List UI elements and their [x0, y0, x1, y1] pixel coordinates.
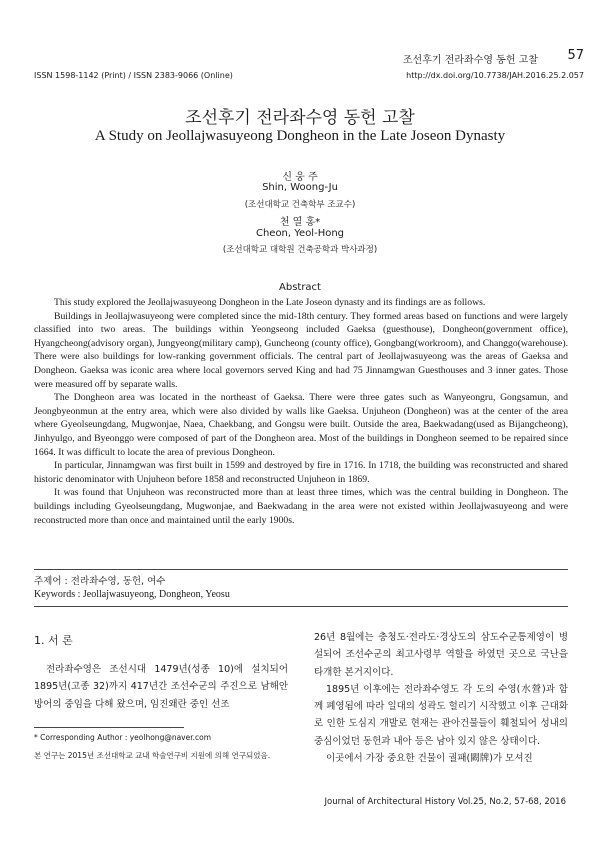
author-2-affiliation: (조선대학교 대학원 건축공학과 박사과정) — [222, 245, 378, 255]
journal-footer: Journal of Architectural History Vol.25, No.2, 57-68, 2016 — [324, 797, 566, 807]
title-english: A Study on Jeollajwasuyeong Dongheon in the Late Joseon Dynasty — [94, 128, 506, 144]
running-title: 조선후기 전라좌수영 동헌 고찰 — [402, 55, 538, 66]
body-paragraph: 전라좌수영은 조선시대 1479년(성종 10)에 설치되어 1895년(고종 32)까지 417년간 조선수군의 주진으로 남해안 방어의 중임을 다해 왔으며, 임진왜란 중인 선조 — [34, 664, 288, 710]
section-heading: 1. 서 론 — [34, 634, 73, 647]
page-number: 57 — [567, 48, 584, 63]
keywords-top-rule — [34, 569, 568, 570]
abstract-body — [34, 296, 568, 527]
abstract-paragraph: In particular, Jinnamgwan was first built in 1599 and destroyed by fire in 1716. In 1718, the building was reconstructed and shared historic denominator with Unjuheon before 1858 and reconstructed Unjuheon in 1869. — [34, 460, 568, 485]
keywords-bottom-rule — [34, 606, 568, 607]
author-1-english: Shin, Woong-Ju — [262, 182, 338, 193]
body-paragraph: 1895년 이후에는 전라좌수영도 각 도의 수영(水營)과 함께 폐영됨에 따라 일대의 성곽도 헐리기 시작했고 이후 근대화로 인한 도심지 개발로 현재는 관아건물들이 훼철되어 성내의 중심이었던 동헌과 내아 등은 남아 있지 않은 상태이다. — [314, 683, 568, 747]
abstract-paragraph: Buildings in Jeollajwasuyeong were completed since the mid-18th century. They formed areas based on functions and were largely classified into two areas. The buildings within Yeongseong included Gaeksa (guesthouse), Dongheon(government office), Hyangcheong(advisory organ), Jungyeong(military camp), Guncheong (county office), Gongbang(workroom), and Changgo(warehouse). There were also buildings for low-ranking government officials. The central part of Jeollajwasuyeong was the areas of Gaeksa and Dongheon. Gaeksa was iconic area where local governors served King and had 75 Jinnamgwan Guesthouses and 3 inner gates. Those were measured off by separate walls. — [34, 310, 568, 390]
footnote-corresponding: * Corresponding Author : yeolhong@naver.com — [34, 733, 212, 742]
body-paragraph: 26년 8월에는 충청도·전라도·경상도의 삼도수군통제영이 병설되어 조선수군의 최고사령부 역할을 하였던 곳으로 국난을 타개한 본거지이다. — [314, 632, 568, 678]
title-korean: 조선후기 전라좌수영 동헌 고찰 — [185, 108, 415, 128]
footnote-funding: 본 연구는 2015년 조선대학교 교내 학술연구비 지원에 의해 연구되었음. — [34, 751, 271, 760]
left-column — [34, 661, 288, 713]
issn: ISSN 1598-1142 (Print) / ISSN 2383-9066 (Online) — [34, 71, 233, 80]
body-paragraph: 이곳에서 가장 중요한 건물이 궐패(闕牌)가 모셔진 — [326, 753, 533, 765]
doi-link[interactable]: http://dx.doi.org/10.7738/JAH.2016.25.2.057 — [406, 71, 584, 80]
author-1-korean: 신 웅 주 — [282, 172, 318, 183]
right-column — [314, 629, 568, 767]
abstract-paragraph: This study explored the Jeollajwasuyeong Dongheon in the Late Joseon dynasty and its findings are as follows. — [54, 297, 486, 308]
keywords-korean: 주제어 : 전라좌수영, 동헌, 여수 — [34, 576, 166, 587]
footnote-rule — [34, 727, 184, 728]
abstract-heading: Abstract — [279, 282, 321, 293]
keywords-english: Keywords : Jeollajwasuyeong, Dongheon, Yeosu — [34, 589, 230, 600]
abstract-paragraph: The Dongheon area was located in the northeast of Gaeksa. There were three gates such as Wanyeongru, Gongsamun, and Jeongbyeonmun at the entry area, which were also divided by walls like Gaeksa. Unjuheon (Dongheon) was at the center of the area where Gyeolseungdang, Mugwonjae, Naea, Chaekbang, and Gongsu were built. Outside the area, Baekwadang(used as Bijangcheong), Jinhyulgo, and Byeonggo were composed of part of the Dongheon area. Most of the buildings in Dongheon seemed to be repaired since 1664. It was difficult to locate the area of previous Dongheon. — [34, 392, 568, 458]
abstract-paragraph: It was found that Unjuheon was reconstructed more than at least three times, which was the central building in Dongheon. The buildings including Gyeolseungdang, Mugwonjae, and Baekwadang in the area were not existed within Jeollajwasuyeong and were reconstructed more than once and maintained until the early 1900s. — [34, 487, 568, 526]
author-2-english: Cheon, Yeol-Hong — [255, 228, 345, 239]
author-2-korean: 천 열 홍* — [279, 217, 321, 228]
author-1-affiliation: (조선대학교 건축학부 조교수) — [244, 200, 356, 210]
